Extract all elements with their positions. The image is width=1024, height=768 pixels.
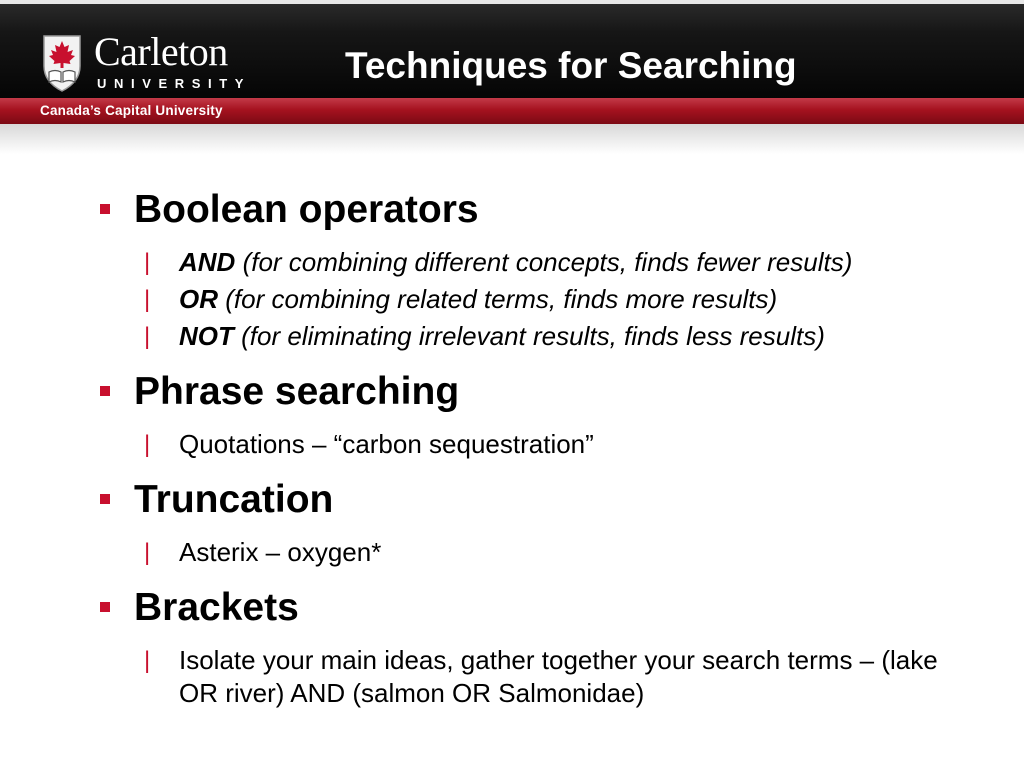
sub-bullet-text: Isolate your main ideas, gather together your search terms – (lake OR river) AND (salmon OR Salmonidae): [179, 645, 938, 708]
square-bullet-icon: [100, 602, 110, 612]
sub-bullet-bar-icon: |: [144, 431, 151, 458]
sub-bullet-asterix: [98, 536, 978, 569]
bullet-brackets: [98, 584, 978, 632]
bullet-list: [98, 186, 978, 714]
sub-bullet-bar-icon: |: [144, 249, 151, 276]
sub-bullet-text: Asterix – oxygen*: [179, 537, 382, 567]
tagline: Canada’s Capital University: [40, 103, 223, 118]
operator-keyword: OR: [179, 284, 218, 314]
bullet-phrase-searching: [98, 368, 978, 416]
sub-bullet-bar-icon: |: [144, 647, 151, 674]
sub-bullet-quotations: [98, 428, 978, 461]
bullet-truncation: [98, 476, 978, 524]
square-bullet-icon: [100, 204, 110, 214]
brand-subtitle: UNIVERSITY: [97, 76, 252, 91]
sub-bullet-isolate: [98, 644, 978, 710]
square-bullet-icon: [100, 494, 110, 504]
sub-bullet-bar-icon: |: [144, 286, 151, 313]
slide-header: [0, 0, 1024, 128]
sub-bullet-bar-icon: |: [144, 539, 151, 566]
bullet-heading: Brackets: [134, 586, 299, 629]
bullet-heading: Truncation: [134, 478, 334, 521]
maple-leaf-crest-icon: [40, 34, 84, 92]
sub-bullet-and: [98, 246, 978, 279]
page-title: Techniques for Searching: [345, 45, 797, 86]
operator-description: (for eliminating irrelevant results, finds less results): [233, 321, 825, 351]
sub-bullet-not: [98, 320, 978, 353]
header-shadow: [0, 124, 1024, 154]
operator-description: (for combining related terms, finds more results): [218, 284, 778, 314]
operator-keyword: AND: [179, 247, 236, 277]
brand-name: Carleton: [94, 29, 228, 74]
operator-description: (for combining different concepts, finds fewer results): [235, 247, 853, 277]
sub-bullet-or: [98, 283, 978, 316]
bullet-heading: Boolean operators: [134, 188, 479, 231]
bullet-heading: Phrase searching: [134, 370, 460, 413]
operator-keyword: NOT: [179, 321, 234, 351]
bullet-boolean-operators: [98, 186, 978, 234]
sub-bullet-text: Quotations – “carbon sequestration”: [179, 429, 594, 459]
sub-bullet-bar-icon: |: [144, 323, 151, 350]
square-bullet-icon: [100, 386, 110, 396]
